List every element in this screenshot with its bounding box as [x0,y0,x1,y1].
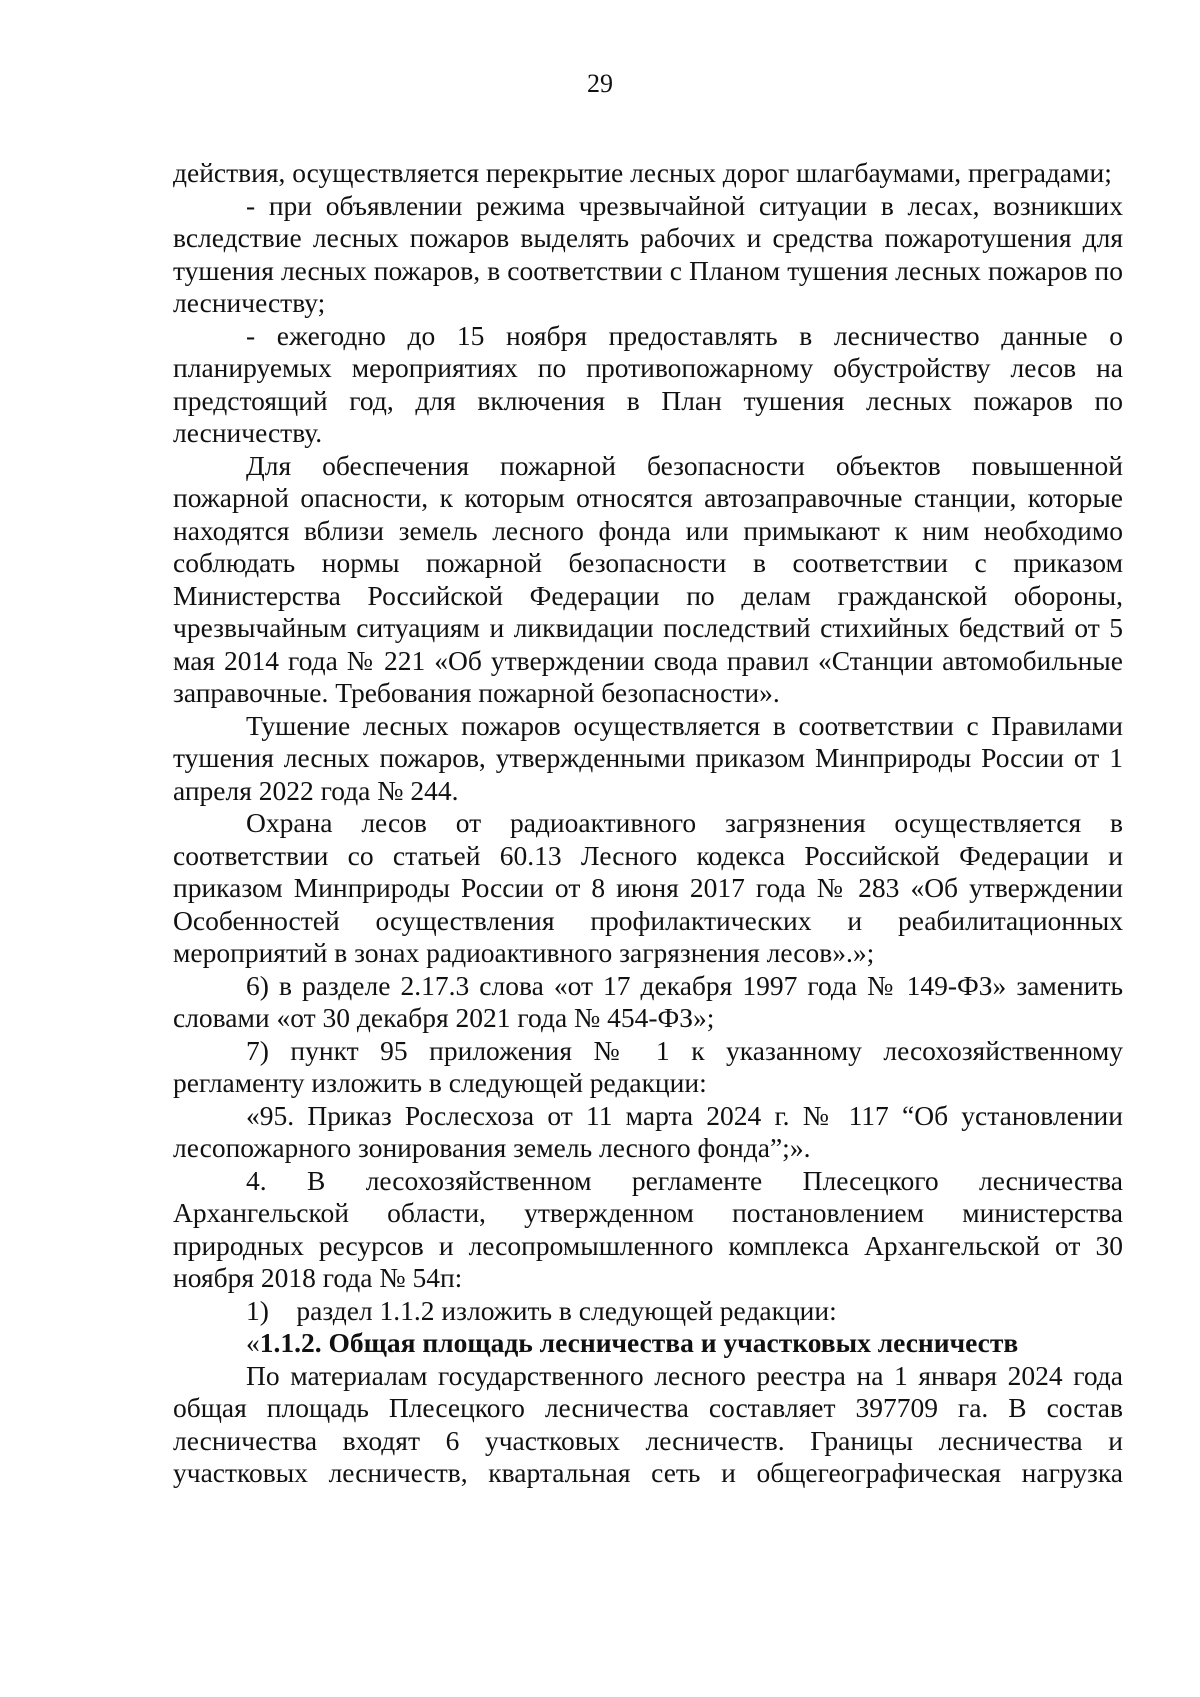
paragraph-quote-95: «95. Приказ Рослесхоза от 11 марта 2024 г. № 117 “Об установлении лесопожарного зонирования земель лесного фонда”;». [173,1099,1123,1163]
paragraph-section-4: 4. В лесохозяйственном регламенте Плесецкого лесничества Архангельской области, утвержденном постановлением министерства природных ресурсов и лесопромышленного комплекса Архангельской от 30 ноября 2018 года № 54п: [173,1164,1123,1293]
paragraph-annual-bullet: - ежегодно до 15 ноября предоставлять в лесничество данные о планируемых мероприятиях по противопожарному обустройству лесов на предстоящий год, для включения в План тушения лесных пожаров по лесничеству. [173,319,1123,448]
paragraph-fire-extinguishing: Тушение лесных пожаров осуществляется в соответствии с Правилами тушения лесных пожаров, утвержденными приказом Минприроды России от 1 апреля 2022 года № 244. [173,709,1123,806]
paragraph-total-area: По материалам государственного лесного реестра на 1 января 2024 года общая площадь Плесецкого лесничества составляет 397709 га. В состав лесничества входят 6 участковых лесничеств. Границы лесничества и участковых лесничеств, квартальная сеть и общегеографическая нагрузка [173,1359,1123,1488]
page-number: 29 [587,69,613,98]
section-heading [173,1327,1123,1360]
heading-text: 1.1.2. Общая площадь лесничества и участковых лесничеств [259,1327,1019,1358]
paragraph-road-closure: действия, осуществляется перекрытие лесных дорог шлагбаумами, преградами; [173,157,1112,188]
paragraph-item-6: 6) в разделе 2.17.3 слова «от 17 декабря 1997 года № 149-ФЗ» заменить словами «от 30 декабря 2021 года № 454-ФЗ»; [173,969,1123,1033]
paragraph-radioactive: Охрана лесов от радиоактивного загрязнения осуществляется в соответствии со статьей 60.13 Лесного кодекса Российской Федерации и приказом Минприроды России от 8 июня 2017 года № 283 «Об утверждении Особенностей осуществления профилактических и реабилитационных мероприятий в зонах радиоактивного загрязнения лесов».»; [173,807,1123,968]
document-body [173,157,1123,1490]
paragraph-item-1: 1) раздел 1.1.2 изложить в следующей редакции: [246,1294,837,1326]
heading-quote: « [246,1327,260,1358]
paragraph-fire-safety: Для обеспечения пожарной безопасности объектов повышенной пожарной опасности, к которым относятся автозаправочные станции, которые находятся вблизи земель лесного фонда или примыкают к ним необходимо соблюдать нормы пожарной безопасности в соответствии с приказом Министерства Российской Федерации по делам гражданской обороны, чрезвычайным ситуациям и ликвидации последствий стихийных бедствий от 5 мая 2014 года № 221 «Об утверждении свода правил «Станции автомобильные заправочные. Требования пожарной безопасности». [173,449,1123,708]
paragraph-item-7: 7) пункт 95 приложения № 1 к указанному лесохозяйственному регламенту изложить в следующей редакции: [173,1034,1123,1098]
paragraph-emergency-bullet: - при объявлении режима чрезвычайной ситуации в лесах, возникших вследствие лесных пожаров выделять рабочих и средства пожаротушения для тушения лесных пожаров, в соответствии с Планом тушения лесных пожаров по лесничеству; [173,189,1123,318]
